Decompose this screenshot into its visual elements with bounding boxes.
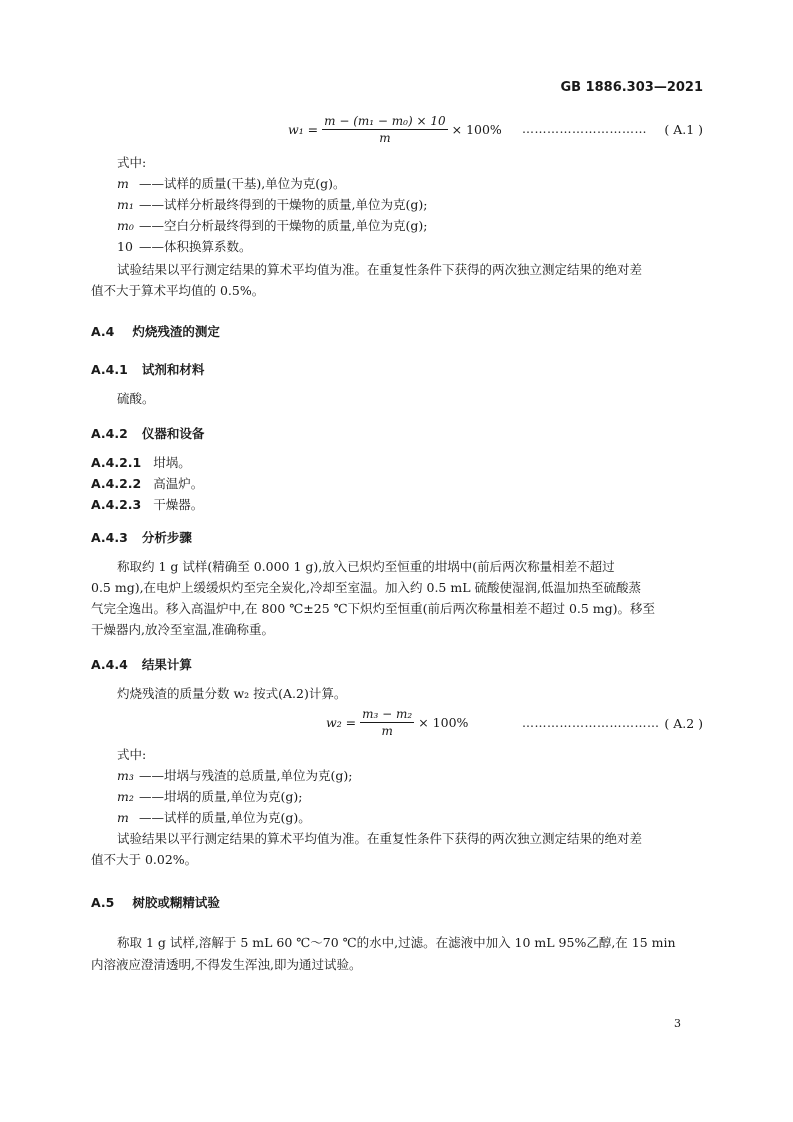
item-number: A.4.2.1: [91, 455, 142, 470]
item-number: A.4.2.2: [91, 476, 142, 491]
section-title: 结果计算: [141, 657, 192, 672]
variable-description: ——试样的质量(干基),单位为克(g)。: [139, 176, 346, 191]
item-text: 坩埚。: [153, 455, 191, 470]
section-number: A.5: [91, 895, 115, 910]
section-heading-a5: [91, 893, 220, 911]
page-number: 3: [674, 1017, 681, 1030]
section-heading-a43: [91, 528, 192, 546]
section-number: A.4.4: [91, 657, 128, 672]
equation-numerator: m − (m₁ − m₀) × 10: [324, 114, 446, 128]
equation-rhs: × 100%: [418, 715, 469, 730]
variable-description: ——坩埚的质量,单位为克(g);: [139, 789, 303, 804]
equation-leader: ……………………………: [522, 716, 660, 730]
variable-row: [117, 218, 427, 233]
paragraph: 灼烧残渣的质量分数 w₂ 按式(A.2)计算。: [117, 686, 347, 701]
section-number: A.4: [91, 324, 115, 339]
section-heading-a4: [91, 322, 220, 340]
paragraph-line: 称取约 1 g 试样(精确至 0.000 1 g),放入已炽灼至恒重的坩埚中(前后两次称量相差不超过: [117, 559, 615, 574]
variable-symbol: m₀: [117, 218, 134, 233]
variable-symbol: m₁: [117, 197, 134, 212]
section-title: 仪器和设备: [141, 426, 205, 441]
section-heading-a42: [91, 424, 204, 442]
section-number: A.4.2: [91, 426, 128, 441]
equation-a2: [326, 707, 468, 738]
section-title: 灼烧残渣的测定: [132, 324, 220, 339]
equation-numerator: m₃ − m₂: [362, 707, 413, 721]
variable-row: [117, 176, 345, 191]
variable-symbol: 10: [117, 239, 133, 254]
equation-lhs: w₁ =: [288, 122, 319, 137]
variable-row: [117, 810, 311, 825]
paragraph-line: 内溶液应澄清透明,不得发生浑浊,即为通过试验。: [91, 957, 362, 972]
paragraph-line: 干燥器内,放冷至室温,准确称重。: [91, 622, 274, 637]
equation-label: ( A.2 ): [664, 716, 703, 731]
section-heading-a44: [91, 655, 192, 673]
section-title: 树胶或糊精试验: [132, 895, 220, 910]
equation-fraction: [360, 707, 414, 738]
result-text: 试验结果以平行测定结果的算术平均值为准。在重复性条件下获得的两次独立测定结果的绝对差: [117, 262, 643, 277]
section-heading-a41: [91, 360, 204, 378]
section-title: 试剂和材料: [141, 362, 205, 377]
equation-a1: [288, 114, 502, 145]
list-item: [91, 497, 203, 512]
item-text: 高温炉。: [153, 476, 204, 491]
variable-description: ——试样的质量,单位为克(g)。: [139, 810, 311, 825]
variable-symbol: m: [117, 810, 129, 825]
list-item: [91, 476, 203, 491]
result-text: 值不大于 0.02%。: [91, 852, 198, 867]
variable-description: ——试样分析最终得到的干燥物的质量,单位为克(g);: [139, 197, 428, 212]
list-item: [91, 455, 191, 470]
variable-row: [117, 239, 252, 254]
section-number: A.4.3: [91, 530, 128, 545]
result-text: 值不大于算术平均值的 0.5%。: [91, 283, 265, 298]
where-label: 式中:: [117, 155, 147, 170]
variable-symbol: m₃: [117, 768, 134, 783]
paragraph: 硫酸。: [117, 391, 155, 406]
equation-leader: …………………………: [522, 122, 647, 136]
equation-fraction: [322, 114, 447, 145]
variable-description: ——坩埚与残渣的总质量,单位为克(g);: [139, 768, 353, 783]
variable-row: [117, 789, 302, 804]
item-text: 干燥器。: [153, 497, 204, 512]
variable-description: ——空白分析最终得到的干燥物的质量,单位为克(g);: [139, 218, 428, 233]
variable-row: [117, 768, 352, 783]
variable-symbol: m: [117, 176, 129, 191]
equation-label: ( A.1 ): [664, 122, 703, 137]
item-number: A.4.2.3: [91, 497, 142, 512]
section-number: A.4.1: [91, 362, 128, 377]
equation-rhs: × 100%: [451, 122, 502, 137]
equation-denominator: m: [379, 131, 391, 145]
equation-denominator: m: [381, 724, 393, 738]
standard-number: GB 1886.303—2021: [560, 80, 703, 95]
variable-description: ——体积换算系数。: [139, 239, 252, 254]
variable-row: [117, 197, 427, 212]
section-title: 分析步骤: [141, 530, 192, 545]
equation-lhs: w₂ =: [326, 715, 357, 730]
paragraph-line: 气完全逸出。移入高温炉中,在 800 ℃±25 ℃下炽灼至恒重(前后两次称量相差不超过 0.5 mg)。移至: [91, 601, 656, 616]
paragraph-line: 0.5 mg),在电炉上缓缓炽灼至完全炭化,冷却至室温。加入约 0.5 mL 硫酸使湿润,低温加热至硫酸蒸: [91, 580, 641, 595]
variable-symbol: m₂: [117, 789, 134, 804]
paragraph-line: 称取 1 g 试样,溶解于 5 mL 60 ℃～70 ℃的水中,过滤。在滤液中加入 10 mL 95%乙醇,在 15 min: [117, 935, 676, 950]
result-text: 试验结果以平行测定结果的算术平均值为准。在重复性条件下获得的两次独立测定结果的绝对差: [117, 831, 643, 846]
where-label: 式中:: [117, 747, 147, 762]
